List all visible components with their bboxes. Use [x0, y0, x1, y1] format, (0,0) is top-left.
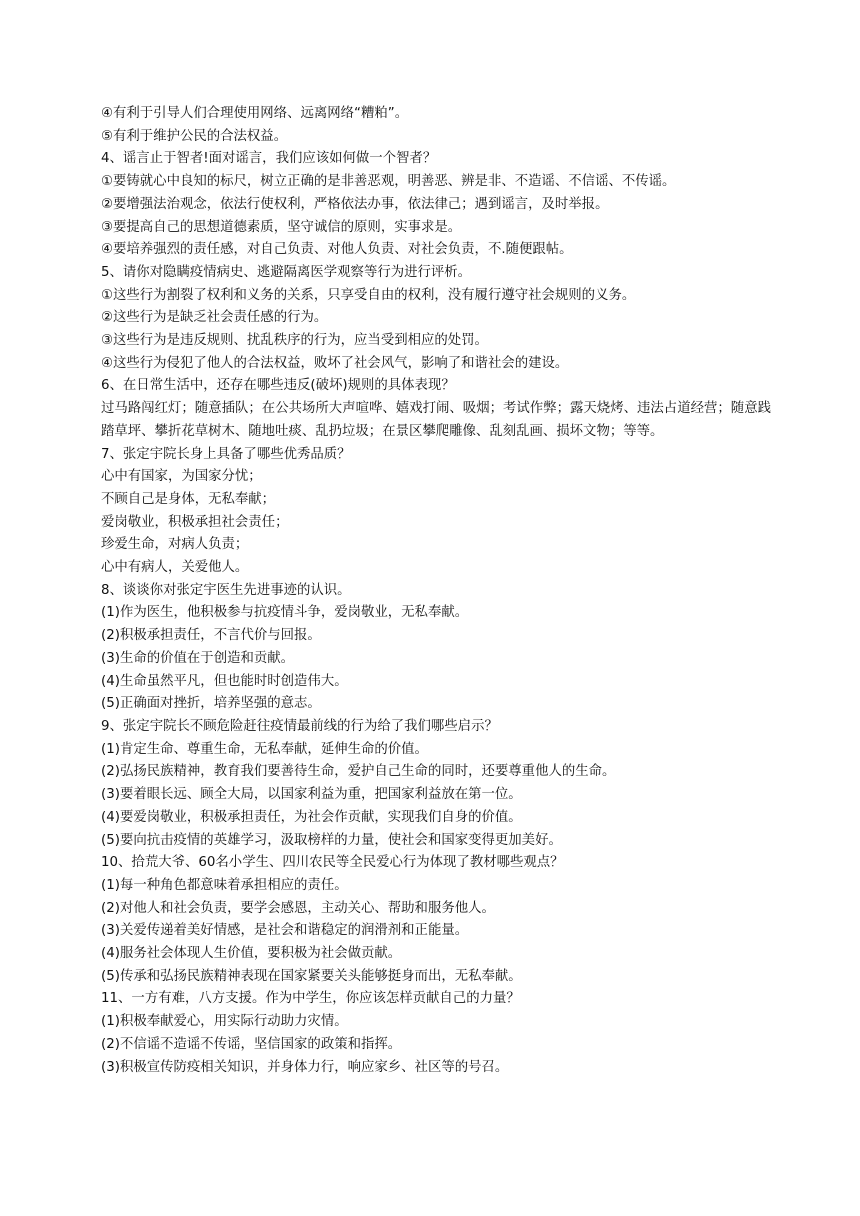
question-heading: 11、一方有难，八方支援。作为中学生，你应该怎样贡献自己的力量？ [101, 991, 520, 1007]
text-line: (1)每一种角色都意味着承担相应的责任。 [101, 877, 348, 893]
question-heading: 9、张定宇院长不顾危险赶往疫情最前线的行为给了我们哪些启示？ [101, 718, 498, 734]
text-line: (1)肯定生命、尊重生命，无私奉献，延伸生命的价值。 [101, 741, 428, 757]
question-heading: 10、拾荒大爷、60名小学生、四川农民等全民爱心行为体现了教材哪些观点？ [101, 855, 564, 871]
text-line: ②要增强法治观念，依法行使权利，严格依法办事，依法律己；遇到谣言，及时举报。 [101, 196, 609, 212]
text-line: (4)生命虽然平凡，但也能时时创造伟大。 [101, 673, 348, 689]
answer-paragraph: 过马路闯红灯；随意插队；在公共场所大声喧哗、嬉戏打闹、吸烟；考试作弊；露天烧烤、违法占道经营；随意践踏草坪、攀折花草树木、随地吐痰、乱扔垃圾；在景区攀爬雕像、乱刻乱画、损坏文物；等等。 [101, 401, 771, 439]
text-line: ③要提高自己的思想道德素质，坚守诚信的原则，实事求是。 [101, 219, 462, 235]
document-body [101, 103, 771, 1079]
text-line: ⑤有利于维护公民的合法权益。 [101, 128, 288, 144]
text-line: (2)不信谣不造谣不传谣，坚信国家的政策和指挥。 [101, 1036, 402, 1052]
text-line: (2)弘扬民族精神，教育我们要善待生命，爱护自己生命的同时，还要尊重他人的生命。 [101, 764, 616, 780]
text-line: (3)要着眼长远、顾全大局，以国家利益为重，把国家利益放在第一位。 [101, 787, 522, 803]
question-heading: 7、张定宇院长身上具备了哪些优秀品质？ [101, 446, 351, 462]
text-line: (3)积极宣传防疫相关知识，并身体力行，响应家乡、社区等的号召。 [101, 1059, 509, 1075]
text-line: 心中有国家，为国家分忧； [101, 469, 262, 485]
text-line: (1)作为医生，他积极参与抗疫情斗争，爱岗敬业，无私奉献。 [101, 605, 469, 621]
text-line: ②这些行为是缺乏社会责任感的行为。 [101, 310, 328, 326]
text-line: ④这些行为侵犯了他人的合法权益，败坏了社会风气，影响了和谐社会的建设。 [101, 355, 569, 371]
text-line: (5)正确面对挫折，培养坚强的意志。 [101, 696, 321, 712]
question-heading: 4、谣言止于智者!面对谣言，我们应该如何做一个智者？ [101, 151, 437, 167]
text-line: ④要培养强烈的责任感，对自己负责、对他人负责、对社会负责，不.随便跟帖。 [101, 242, 573, 258]
text-line: (5)传承和弘扬民族精神表现在国家紧要关头能够挺身而出，无私奉献。 [101, 968, 522, 984]
text-line: 爱岗敬业，积极承担社会责任； [101, 514, 289, 530]
text-line: 心中有病人，关爱他人。 [101, 560, 249, 576]
text-line: ①这些行为割裂了权利和义务的关系，只享受自由的权利，没有履行遵守社会规则的义务。 [101, 287, 636, 303]
question-heading: 5、请你对隐瞒疫情病史、逃避隔离医学观察等行为进行评析。 [101, 264, 472, 280]
text-line: ④有利于引导人们合理使用网络、远离网络“糟粕”。 [101, 106, 409, 121]
text-line: (2)对他人和社会负责，要学会感恩，主动关心、帮助和服务他人。 [101, 900, 495, 916]
text-line: (3)生命的价值在于创造和贡献。 [101, 650, 295, 666]
text-line: (4)服务社会体现人生价值，要积极为社会做贡献。 [101, 946, 402, 962]
question-heading: 8、谈谈你对张定宇医生先进事迹的认识。 [101, 582, 351, 598]
text-line: (2)积极承担责任，不言代价与回报。 [101, 628, 321, 644]
text-line: 珍爱生命，对病人负责； [101, 537, 249, 553]
question-heading: 6、在日常生活中，还存在哪些违反(破坏)规则的具体表现？ [101, 378, 455, 394]
text-line: 不顾自己是身体，无私奉献； [101, 491, 276, 507]
text-line: ③这些行为是违反规则、扰乱秩序的行为，应当受到相应的处罚。 [101, 333, 488, 349]
text-line: (5)要向抗击疫情的英雄学习，汲取榜样的力量，使社会和国家变得更加美好。 [101, 832, 562, 848]
text-line: (4)要爱岗敬业，积极承担责任，为社会作贡献，实现我们自身的价值。 [101, 809, 522, 825]
text-line: (3)关爱传递着美好情感，是社会和谐稳定的润滑剂和正能量。 [101, 923, 469, 939]
text-line: ①要铸就心中良知的标尺，树立正确的是非善恶观，明善恶、辨是非、不造谣、不信谣、不传谣。 [101, 174, 676, 190]
text-line: (1)积极奉献爱心，用实际行动助力灾情。 [101, 1014, 348, 1030]
